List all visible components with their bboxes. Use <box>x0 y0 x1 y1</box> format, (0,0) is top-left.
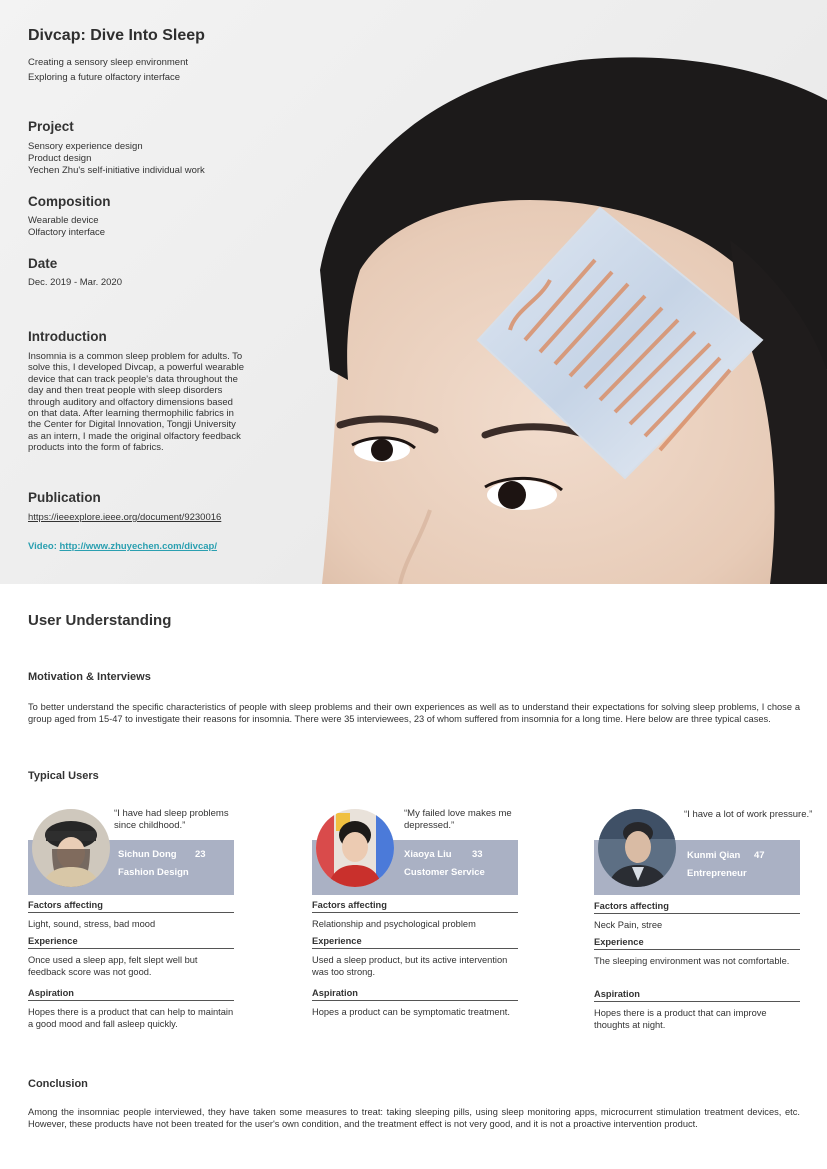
date-value: Dec. 2019 - Mar. 2020 <box>28 277 122 288</box>
user-role: Entrepreneur <box>687 868 747 879</box>
avatar <box>32 809 110 887</box>
project-item: Product design <box>28 153 92 164</box>
avatar <box>598 809 676 887</box>
experience-label: Experience <box>312 936 518 949</box>
user-age: 47 <box>754 850 765 861</box>
conclusion-heading: Conclusion <box>28 1078 88 1090</box>
video-label: Video: <box>28 541 57 552</box>
user-age: 23 <box>195 849 206 860</box>
user-quote: “My failed love makes me depressed.” <box>404 808 512 831</box>
experience-value: Once used a sleep app, felt slept well but feedback score was not good. <box>28 955 198 977</box>
project-item: Yechen Zhu's self-initiative individual work <box>28 165 205 176</box>
experience-value: The sleeping environment was not comfortable. <box>594 956 790 966</box>
user-quote: “I have had sleep problems since childhood.” <box>114 808 229 831</box>
project-item: Sensory experience design <box>28 141 143 152</box>
composition-item: Olfactory interface <box>28 227 106 238</box>
subtitle-line-2: Exploring a future olfactory interface <box>28 72 181 83</box>
introduction-heading: Introduction <box>28 329 107 344</box>
avatar <box>316 809 394 887</box>
aspiration-value: Hopes a product can be symptomatic treatment. <box>312 1007 510 1017</box>
factors-value: Relationship and psychological problem <box>312 919 476 929</box>
user-name: Xiaoya Liu <box>404 849 452 860</box>
factors-label: Factors affecting <box>594 901 800 914</box>
experience-label: Experience <box>594 937 800 950</box>
factors-value: Light, sound, stress, bad mood <box>28 919 156 929</box>
user-role: Fashion Design <box>118 867 189 878</box>
typical-users-heading: Typical Users <box>28 770 99 782</box>
user-card <box>28 806 238 1036</box>
factors-label: Factors affecting <box>312 900 518 913</box>
user-card <box>594 806 813 1036</box>
factors-label: Factors affecting <box>28 900 234 913</box>
composition-heading: Composition <box>28 194 111 209</box>
project-heading: Project <box>28 119 74 134</box>
user-age: 33 <box>472 849 483 860</box>
conclusion-text: Among the insomniac people interviewed, they have taken some measures to treat: taking sleeping pills, using sleep monitoring apps, microcurrent stimulation treatment devices, etc. However, these products have not been treated for the user's own condition, and the treatment effect is not very good, and it is not a proactive intervention product. <box>28 1107 800 1129</box>
user-role: Customer Service <box>404 867 485 878</box>
aspiration-label: Aspiration <box>28 988 234 1001</box>
introduction-text: Insomnia is a common sleep problem for adults. To solve this, I developed Divcap, a powerful wearable device that can track people's data throughout the day and then treat people with sleep disorders through auditory and olfactory dimensions based on that data. After learning thermophilic fabrics in the Center for Digital Innovation, Tongji University as an intern, I made the original olfactory feedback products into the form of fabrics. <box>28 351 244 454</box>
aspiration-value: Hopes there is a product that can help to maintain a good mood and fall asleep quickly. <box>28 1007 234 1029</box>
factors-value: Neck Pain, stree <box>594 920 663 930</box>
user-quote: “I have a lot of work pressure.” <box>684 809 813 820</box>
publication-heading: Publication <box>28 490 101 505</box>
user-card <box>312 806 522 1036</box>
user-name: Sichun Dong <box>118 849 177 860</box>
aspiration-label: Aspiration <box>594 989 800 1002</box>
section-title-user-understanding: User Understanding <box>28 612 172 629</box>
experience-label: Experience <box>28 936 234 949</box>
aspiration-label: Aspiration <box>312 988 518 1001</box>
subtitle-line-1: Creating a sensory sleep environment <box>28 57 189 68</box>
page-title: Divcap: Dive Into Sleep <box>28 27 205 44</box>
video-line <box>28 541 217 552</box>
aspiration-value: Hopes there is a product that can improve thoughts at night. <box>594 1008 767 1030</box>
motivation-heading: Motivation & Interviews <box>28 671 151 683</box>
publication-link[interactable]: https://ieeexplore.ieee.org/document/9230016 <box>28 512 222 523</box>
user-name: Kunmi Qian <box>687 850 741 861</box>
date-heading: Date <box>28 256 58 271</box>
portrait-photo <box>300 40 827 584</box>
experience-value: Used a sleep product, but its active intervention was too strong. <box>312 955 508 977</box>
video-link[interactable]: http://www.zhuyechen.com/divcap/ <box>59 541 217 552</box>
motivation-text: To better understand the specific characteristics of people with sleep problems and their own experiences as well as to understand their expectations for solving sleep problems, I chose a group aged from 15-47 to investigate their reasons for insomnia. There were 35 interviewees, 23 of whom suffered from insomnia for a long time. Here below are three typical cases. <box>28 702 800 724</box>
hero-section <box>0 0 827 584</box>
composition-item: Wearable device <box>28 215 99 226</box>
